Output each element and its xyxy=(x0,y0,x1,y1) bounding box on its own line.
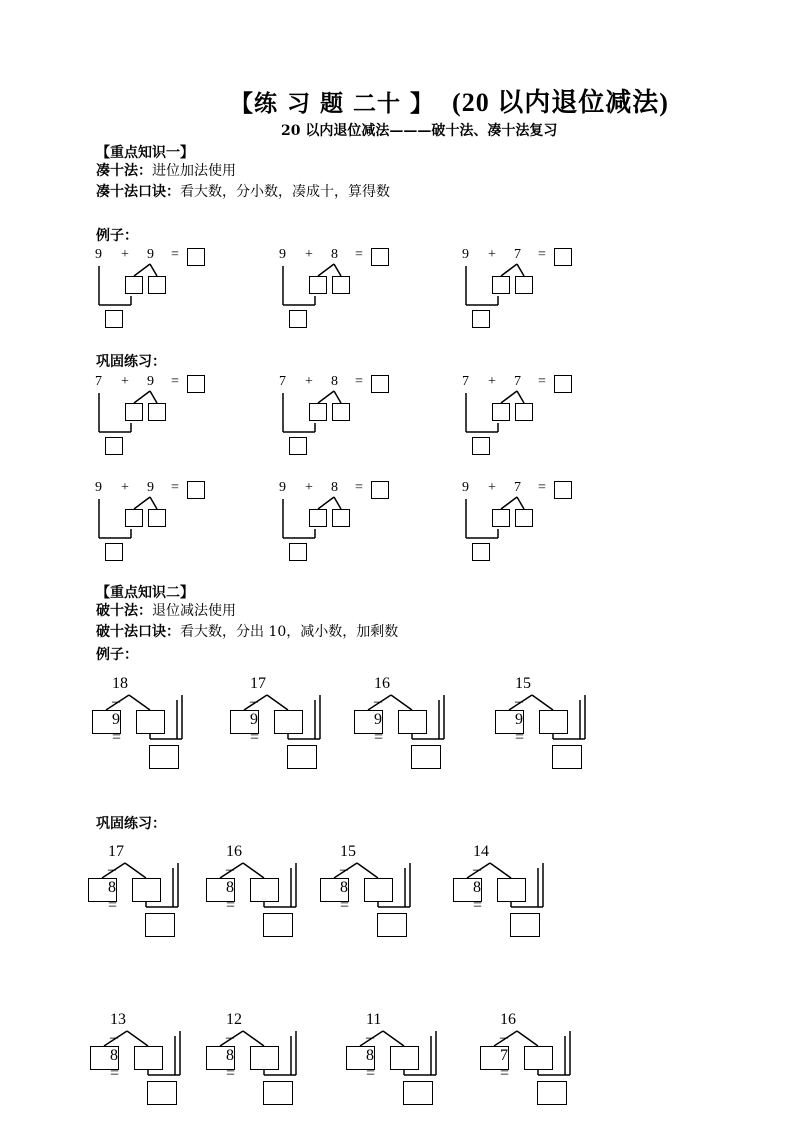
section1-rhyme-label: 凑十法口诀： xyxy=(96,184,180,200)
addition-eq: = xyxy=(171,480,179,495)
addition-b: 9 xyxy=(147,247,154,262)
addition-op: + xyxy=(488,374,496,389)
section1-method-label: 凑十法： xyxy=(96,163,152,179)
subtraction-expression: 17 – 9 = xyxy=(250,675,266,746)
addition-a: 9 xyxy=(95,247,102,262)
section2-rhyme-text: 看大数，分出 10，减小数，加剩数 xyxy=(180,624,399,640)
subtraction-expression: 16 – 8 = xyxy=(226,843,242,914)
addition-b: 8 xyxy=(331,374,338,389)
section1-example-label: 例子： xyxy=(96,228,138,244)
subtraction-expression: 13 – 8 = xyxy=(110,1011,126,1082)
section2-method-text: 退位减法使用 xyxy=(152,603,236,619)
section2-practice-label: 巩固练习： xyxy=(96,816,166,832)
addition-a: 7 xyxy=(279,374,286,389)
addition-a: 7 xyxy=(462,374,469,389)
section2-heading: 【重点知识二】 xyxy=(96,585,194,601)
addition-op: + xyxy=(121,247,129,262)
addition-b: 7 xyxy=(514,480,521,495)
section1-heading: 【重点知识一】 xyxy=(96,145,194,161)
addition-b: 8 xyxy=(331,480,338,495)
subtraction-expression: 15 – 8 = xyxy=(340,843,356,914)
addition-eq: = xyxy=(171,247,179,262)
addition-eq: = xyxy=(171,374,179,389)
page-subtitle: 20 以内退位减法———破十法、凑十法复习 xyxy=(281,123,558,139)
title-topic: (20 以内退位减法) xyxy=(452,88,669,117)
addition-op: + xyxy=(305,480,313,495)
addition-a: 9 xyxy=(462,247,469,262)
addition-a: 9 xyxy=(279,480,286,495)
subtraction-expression: 16 – 7 = xyxy=(500,1011,516,1082)
addition-a: 9 xyxy=(279,247,286,262)
addition-b: 7 xyxy=(514,374,521,389)
addition-eq: = xyxy=(538,247,546,262)
section2-example-label: 例子： xyxy=(96,647,138,663)
addition-a: 9 xyxy=(462,480,469,495)
addition-a: 9 xyxy=(95,480,102,495)
addition-a: 7 xyxy=(95,374,102,389)
branch-line xyxy=(494,1031,517,1046)
section1-practice-label: 巩固练习： xyxy=(96,354,166,370)
addition-b: 9 xyxy=(147,374,154,389)
subtraction-expression: 17 – 8 = xyxy=(108,843,124,914)
subtraction-expression: 18 – 9 = xyxy=(112,675,128,746)
subtraction-expression: 16 – 9 = xyxy=(374,675,390,746)
addition-eq: = xyxy=(355,480,363,495)
title-main: 【练 习 题 二十 】 xyxy=(230,90,435,117)
addition-op: + xyxy=(121,480,129,495)
subtraction-expression: 12 – 8 = xyxy=(226,1011,242,1082)
section1-method-text: 进位加法使用 xyxy=(152,163,236,179)
section2-method-label: 破十法： xyxy=(96,603,152,619)
section2-rhyme-label: 破十法口诀： xyxy=(96,624,180,640)
addition-op: + xyxy=(121,374,129,389)
section1-rhyme-text: 看大数，分小数，凑成十，算得数 xyxy=(180,184,390,200)
subtraction-expression: 15 – 9 = xyxy=(515,675,531,746)
addition-b: 7 xyxy=(514,247,521,262)
addition-eq: = xyxy=(538,480,546,495)
addition-op: + xyxy=(488,247,496,262)
addition-op: + xyxy=(305,374,313,389)
addition-eq: = xyxy=(355,247,363,262)
subtraction-expression: 11 – 8 = xyxy=(366,1011,382,1082)
addition-b: 8 xyxy=(331,247,338,262)
subtraction-expression: 14 – 8 = xyxy=(473,843,489,914)
addition-eq: = xyxy=(538,374,546,389)
addition-eq: = xyxy=(355,374,363,389)
addition-b: 9 xyxy=(147,480,154,495)
addition-op: + xyxy=(305,247,313,262)
branch-line xyxy=(517,1031,538,1046)
addition-op: + xyxy=(488,480,496,495)
